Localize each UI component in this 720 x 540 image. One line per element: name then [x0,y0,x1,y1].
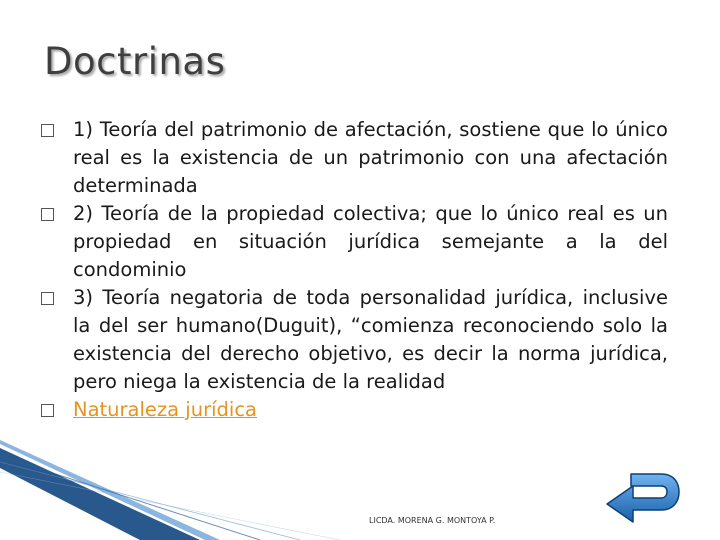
footer-author: LICDA. MORENA G. MONTOYA P. [369,516,496,525]
list-item [40,200,668,284]
naturaleza-juridica-link[interactable]: Naturaleza jurídica [73,398,257,421]
return-arrow-icon[interactable] [603,466,683,534]
list-item-text: 2) Teoría de la propiedad colectiva; que lo único real es un propiedad en situación jurídica semejante a la del condominio [73,202,668,281]
list-item [40,396,668,424]
list-item-text: 3) Teoría negatoria de toda personalidad jurídica, inclusive la del ser humano(Duguit), “comienza reconociendo solo la existencia del derecho objetivo, es decir la norma jurídica, pero niega la existencia de la realidad [73,286,668,393]
square-bullet-icon [41,292,54,305]
square-bullet-icon [41,208,54,221]
list-item [40,284,668,396]
list-item [40,116,668,200]
square-bullet-icon [41,124,54,137]
slide-content [40,116,668,424]
square-bullet-icon [41,404,54,417]
list-item-text: 1) Teoría del patrimonio de afectación, sostiene que lo único real es la existencia de un patrimonio con una afectación determinada [73,118,668,197]
slide-title: Doctrinas [44,40,226,83]
